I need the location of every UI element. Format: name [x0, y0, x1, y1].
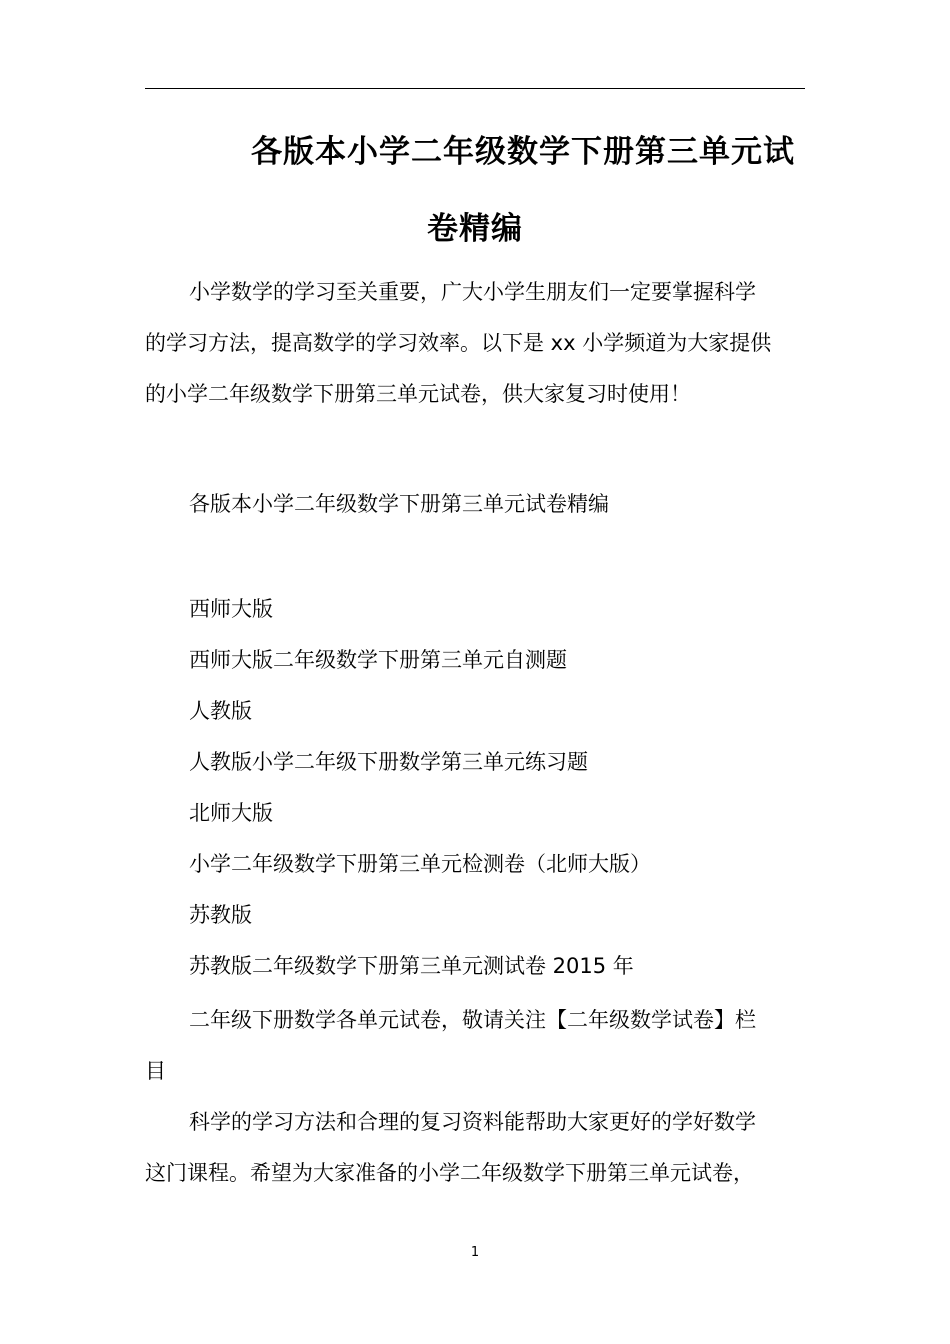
intro-line-2: 的学习方法，提高数学的学习效率。以下是 xx 小学频道为大家提供: [145, 331, 772, 355]
document-title-line-2: 卷精编: [427, 211, 523, 247]
notice-line-2: 目: [145, 1059, 166, 1083]
link-renjiao-exercise[interactable]: 人教版小学二年级下册数学第三单元练习题: [189, 750, 588, 774]
intro-paragraph: [145, 267, 807, 420]
edition-label-sujiao: 苏教版: [189, 903, 252, 927]
page-number: 1: [470, 1245, 480, 1260]
notice-line-1: 二年级下册数学各单元试卷，敬请关注【二年级数学试卷】栏: [189, 1008, 756, 1032]
link-beishida-test[interactable]: 小学二年级数学下册第三单元检测卷（北师大版）: [189, 852, 651, 876]
link-xishida-test[interactable]: 西师大版二年级数学下册第三单元自测题: [189, 648, 567, 672]
edition-label-xishida: 西师大版: [189, 597, 273, 621]
edition-label-renjiao: 人教版: [189, 699, 252, 723]
header-rule: [145, 88, 805, 89]
intro-line-1: 小学数学的学习至关重要，广大小学生朋友们一定要掌握科学: [189, 280, 756, 304]
intro-line-3: 的小学二年级数学下册第三单元试卷，供大家复习时使用！: [145, 382, 691, 406]
subtitle-text: 各版本小学二年级数学下册第三单元试卷精编: [189, 492, 609, 516]
closing-paragraph: [145, 1097, 807, 1199]
notice-paragraph: [145, 995, 807, 1097]
closing-line-1: 科学的学习方法和合理的复习资料能帮助大家更好的学好数学: [189, 1110, 756, 1134]
document-title-line-1: 各版本小学二年级数学下册第三单元试: [251, 134, 795, 170]
link-sujiao-test[interactable]: 苏教版二年级数学下册第三单元测试卷 2015 年: [189, 954, 634, 978]
closing-line-2: 这门课程。希望为大家准备的小学二年级数学下册第三单元试卷，: [145, 1161, 754, 1185]
edition-label-beishida: 北师大版: [189, 801, 273, 825]
